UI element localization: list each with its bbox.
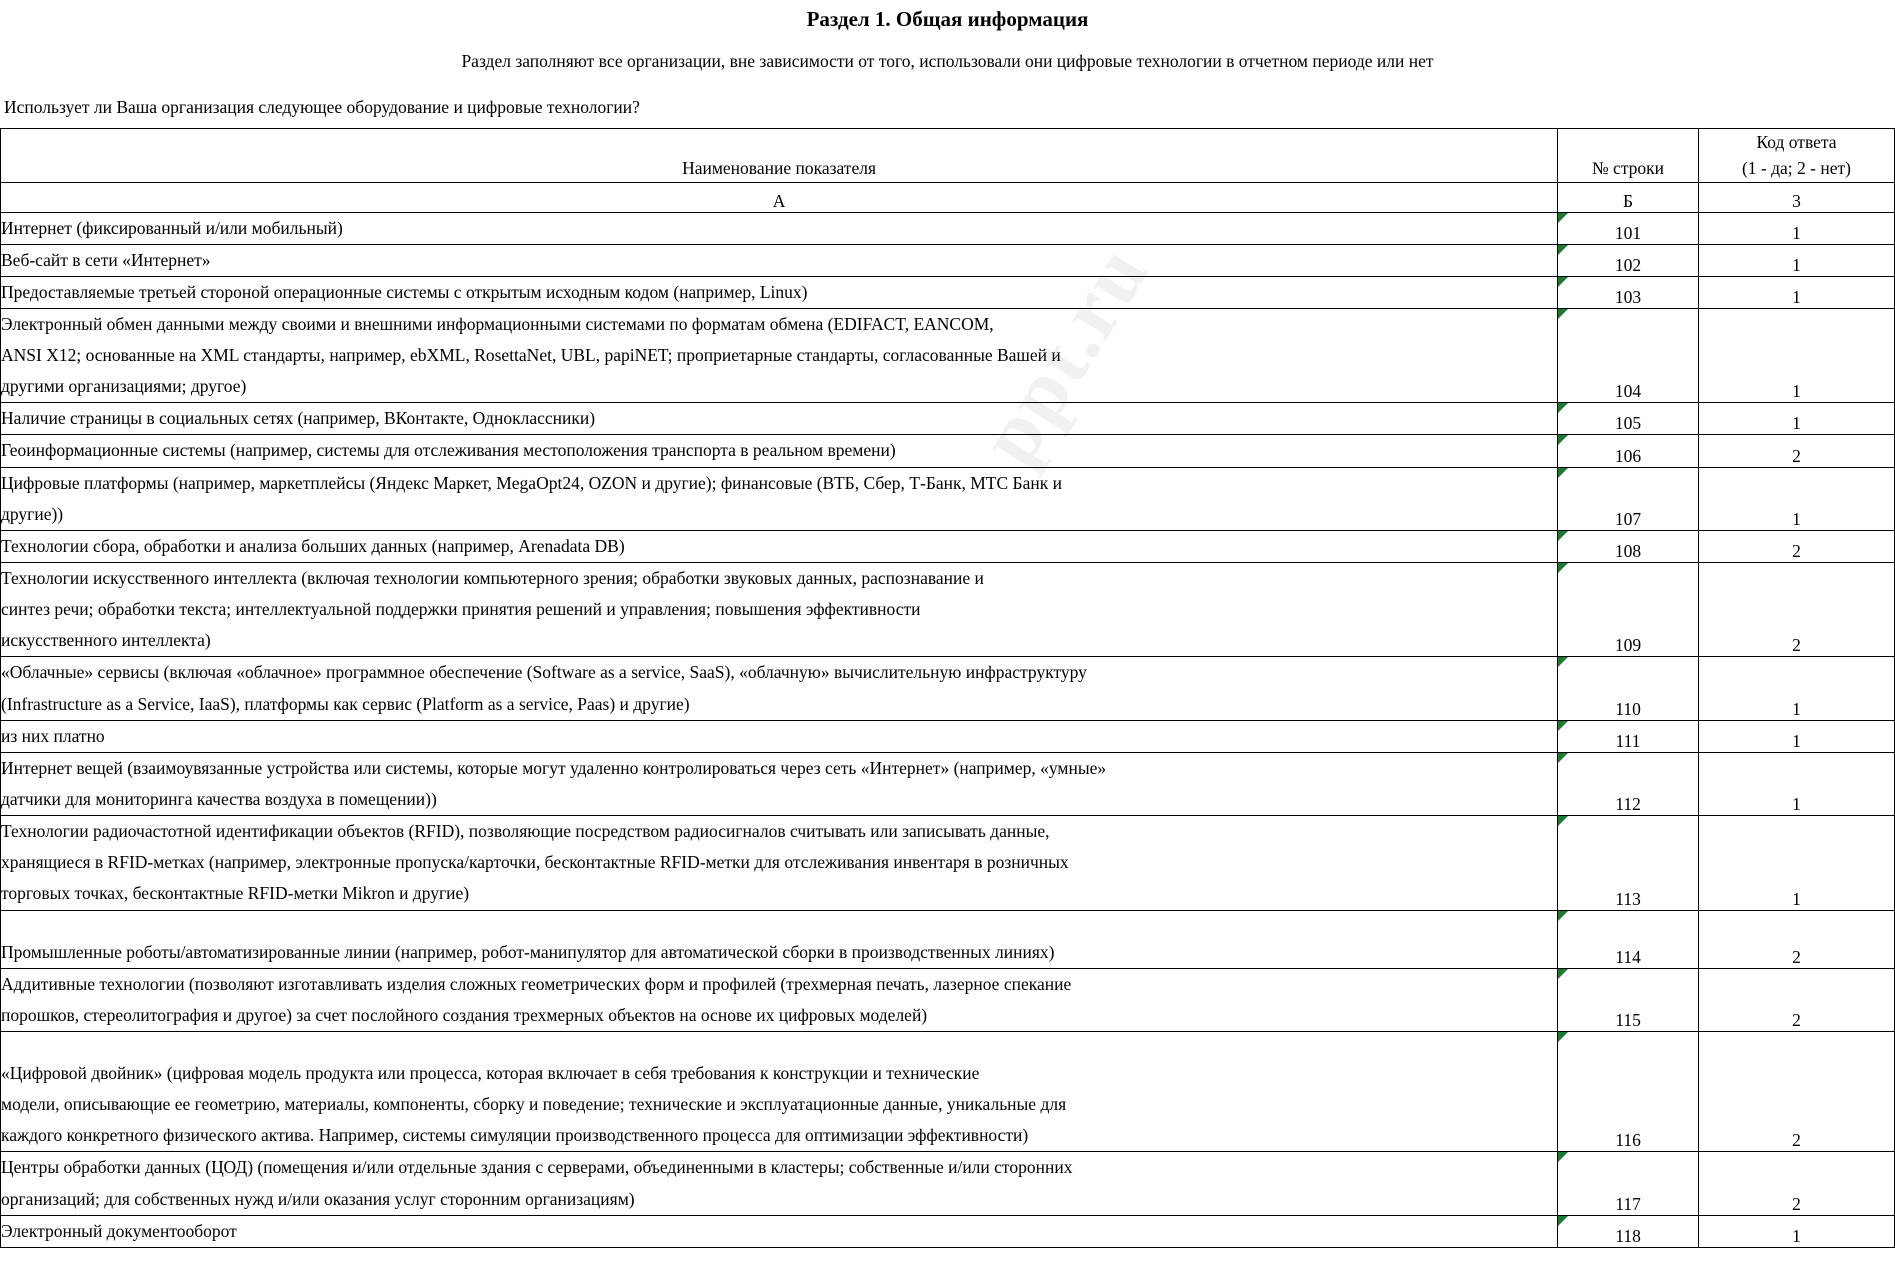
indicator-name-cell <box>1 308 1558 402</box>
answer-code-cell[interactable]: 2 <box>1698 435 1894 467</box>
row-number-cell: 108 <box>1558 530 1699 562</box>
indicator-name-line: организаций; для собственных нужд и/или оказания услуг сторонним организациям) <box>1 1188 635 1209</box>
indicator-name-cell <box>1 1215 1558 1247</box>
indicator-name-line: Цифровые платформы (например, маркетплейсы (Яндекс Маркет, MegaOpt24, OZON и другие); финансовые (ВТБ, Сбер, Т-Банк, МТС Банк и <box>1 472 1062 493</box>
table-row <box>1 563 1895 657</box>
indicator-name-line: Интернет вещей (взаимоувязанные устройства или системы, которые могут удаленно контролироваться через сеть «Интернет» (например, «умные» <box>1 757 1107 778</box>
answer-code-main-label: Код ответа <box>1756 132 1837 152</box>
answer-code-cell[interactable]: 1 <box>1698 657 1894 720</box>
indicator-name-cell <box>1 276 1558 308</box>
answer-code-cell[interactable]: 1 <box>1698 308 1894 402</box>
answer-code-cell[interactable]: 2 <box>1698 968 1894 1031</box>
column-header-answer-code <box>1698 129 1894 183</box>
indicator-name-line: Предоставляемые третьей стороной операционные системы с открытым исходным кодом (например, Linux) <box>1 281 808 302</box>
row-number-cell: 109 <box>1558 563 1699 657</box>
table-row <box>1 657 1895 720</box>
answer-code-cell[interactable]: 2 <box>1698 1032 1894 1152</box>
answer-code-cell[interactable]: 1 <box>1698 467 1894 530</box>
indicator-name-line: «Облачные» сервисы (включая «облачное» программное обеспечение (Software as a service, SaaS), «облачную» вычислительную инфраструктуру <box>1 662 1087 683</box>
table-row <box>1 403 1895 435</box>
row-number-cell: 104 <box>1558 308 1699 402</box>
table-header-row <box>1 129 1895 183</box>
row-number-cell: 113 <box>1558 816 1699 910</box>
row-number-cell: 106 <box>1558 435 1699 467</box>
designation-answer-code: 3 <box>1698 182 1894 212</box>
indicator-name-cell <box>1 403 1558 435</box>
row-number-cell: 117 <box>1558 1152 1699 1215</box>
answer-code-sub-label: (1 - да; 2 - нет) <box>1741 158 1851 179</box>
table-head <box>1 129 1895 213</box>
answer-code-cell[interactable]: 2 <box>1698 1152 1894 1215</box>
answer-code-cell[interactable]: 2 <box>1698 563 1894 657</box>
answer-code-cell[interactable]: 1 <box>1698 244 1894 276</box>
table-designation-row <box>1 182 1895 212</box>
indicator-name-line: Центры обработки данных (ЦОД) (помещения и/или отдельные здания с серверами, объединенными в кластеры; собственные и/или сторонних <box>1 1157 1073 1178</box>
indicator-spacer-line <box>1 1032 1557 1058</box>
answer-code-cell[interactable]: 2 <box>1698 910 1894 968</box>
row-number-cell: 105 <box>1558 403 1699 435</box>
indicator-spacer-line <box>1 911 1557 937</box>
indicator-name-line: хранящиеся в RFID-метках (например, электронные пропуска/карточки, бесконтактные RFID-метки для отслеживания инвентаря в розничных <box>1 852 1069 873</box>
answer-code-cell[interactable]: 2 <box>1698 530 1894 562</box>
row-number-cell: 118 <box>1558 1215 1699 1247</box>
indicator-name-line: другие)) <box>1 503 64 524</box>
indicator-name-cell <box>1 657 1558 720</box>
indicator-name-cell <box>1 720 1558 752</box>
indicator-name-cell <box>1 1152 1558 1215</box>
indicator-name-cell <box>1 563 1558 657</box>
indicator-name-line: торговых точках, бесконтактные RFID-метки Mikron и другие) <box>1 883 470 904</box>
row-number-cell: 110 <box>1558 657 1699 720</box>
table-row <box>1 530 1895 562</box>
indicator-name-line: Геоинформационные системы (например, системы для отслеживания местоположения транспорта в реальном времени) <box>1 440 896 461</box>
row-number-cell: 102 <box>1558 244 1699 276</box>
answer-code-cell[interactable]: 1 <box>1698 212 1894 244</box>
indicators-table <box>0 128 1895 1248</box>
column-header-row-number: № строки <box>1558 129 1699 183</box>
section-question: Использует ли Ваша организация следующее оборудование и цифровые технологии? <box>4 97 640 118</box>
table-row <box>1 968 1895 1031</box>
indicator-name-line: Интернет (фиксированный и/или мобильный) <box>1 217 343 238</box>
designation-name: А <box>1 182 1558 212</box>
table-row <box>1 1032 1895 1152</box>
indicator-name-line: Электронный обмен данными между своими и внешними информационными системами по форматам обмена (EDIFACT, EANCOM, <box>1 313 994 334</box>
indicator-name-cell <box>1 435 1558 467</box>
indicator-name-cell <box>1 212 1558 244</box>
page-title: Раздел 1. Общая информация <box>806 7 1089 31</box>
indicator-name-line: другими организациями; другое) <box>1 376 247 397</box>
indicator-name-line: каждого конкретного физического актива. Например, системы симуляции производственного процесса для оптимизации эффективности) <box>1 1125 1029 1146</box>
table-row <box>1 910 1895 968</box>
indicator-name-line: порошков, стереолитография и другое) за счет послойного создания трехмерных объектов на основе их цифровых моделей) <box>1 1004 928 1025</box>
indicator-name-line: Технологии искусственного интеллекта (включая технологии компьютерного зрения; обработки звуковых данных, распознавание и <box>1 568 984 589</box>
indicator-name-line: Наличие страницы в социальных сетях (например, ВКонтакте, Одноклассники) <box>1 408 596 429</box>
row-number-cell: 114 <box>1558 910 1699 968</box>
row-number-cell: 111 <box>1558 720 1699 752</box>
indicator-name-line: датчики для мониторинга качества воздуха в помещении)) <box>1 789 437 810</box>
table-row <box>1 816 1895 910</box>
table-row <box>1 1152 1895 1215</box>
indicator-name-line: синтез речи; обработки текста; интеллектуальной поддержки принятия решений и управления; повышения эффективности <box>1 599 921 620</box>
row-number-cell: 103 <box>1558 276 1699 308</box>
indicator-name-cell <box>1 1032 1558 1152</box>
indicator-name-line: Технологии радиочастотной идентификации объектов (RFID), позволяющие посредством радиосигналов считывать или записывать данные, <box>1 821 1050 842</box>
table-row <box>1 467 1895 530</box>
table-row <box>1 435 1895 467</box>
table-row <box>1 752 1895 815</box>
designation-row-number: Б <box>1558 182 1699 212</box>
indicator-name-line: Технологии сбора, обработки и анализа больших данных (например, Arenadata DB) <box>1 535 625 556</box>
indicator-name-line: (Infrastructure as a Service, IaaS), платформы как сервис (Platform as a service, Paas) и другие) <box>1 693 690 714</box>
answer-code-cell[interactable]: 1 <box>1698 752 1894 815</box>
watermark: ppt.ru <box>961 228 1167 481</box>
table-row <box>1 308 1895 402</box>
indicator-name-line: из них платно <box>1 725 105 746</box>
row-number-cell: 107 <box>1558 467 1699 530</box>
answer-code-cell[interactable]: 1 <box>1698 276 1894 308</box>
answer-code-cell[interactable]: 1 <box>1698 403 1894 435</box>
table-row <box>1 1215 1895 1247</box>
indicator-name-cell <box>1 467 1558 530</box>
table-row <box>1 276 1895 308</box>
indicator-name-line: «Цифровой двойник» (цифровая модель продукта или процесса, которая включает в себя требования к конструкции и технические <box>1 1063 980 1084</box>
row-number-cell: 116 <box>1558 1032 1699 1152</box>
indicator-name-cell <box>1 752 1558 815</box>
indicator-name-line: Электронный документооборот <box>1 1220 237 1241</box>
indicator-name-cell <box>1 244 1558 276</box>
answer-code-cell[interactable]: 1 <box>1698 1215 1894 1247</box>
table-body <box>1 212 1895 1247</box>
row-number-cell: 101 <box>1558 212 1699 244</box>
column-header-name: Наименование показателя <box>1 129 1558 183</box>
indicator-name-cell <box>1 968 1558 1031</box>
section-note: Раздел заполняют все организации, вне зависимости от того, использовали они цифровые технологии в отчетном периоде или нет <box>461 51 1434 72</box>
indicator-name-line: Аддитивные технологии (позволяют изготавливать изделия сложных геометрических форм и профилей (трехмерная печать, лазерное спекание <box>1 973 1072 994</box>
row-number-cell: 115 <box>1558 968 1699 1031</box>
table-row <box>1 720 1895 752</box>
indicator-name-line: ANSI X12; основанные на XML стандарты, например, ebXML, RosettaNet, UBL, papiNET; проприетарные стандарты, согласованные Вашей и <box>1 345 1061 366</box>
table-row <box>1 244 1895 276</box>
indicator-name-cell <box>1 816 1558 910</box>
indicator-name-line: Промышленные роботы/автоматизированные линии (например, робот-манипулятор для автоматической сборки в производственных линиях) <box>1 941 1055 962</box>
row-number-cell: 112 <box>1558 752 1699 815</box>
answer-code-cell[interactable]: 1 <box>1698 720 1894 752</box>
indicator-name-cell <box>1 530 1558 562</box>
indicator-name-cell <box>1 910 1558 968</box>
table-row <box>1 212 1895 244</box>
indicator-name-line: искусственного интеллекта) <box>1 630 211 651</box>
indicator-name-line: модели, описывающие ее геометрию, материалы, компоненты, сборку и поведение; технические и эксплуатационные данные, уникальные для <box>1 1094 1067 1115</box>
indicator-name-line: Веб-сайт в сети «Интернет» <box>1 249 211 270</box>
answer-code-cell[interactable]: 1 <box>1698 816 1894 910</box>
